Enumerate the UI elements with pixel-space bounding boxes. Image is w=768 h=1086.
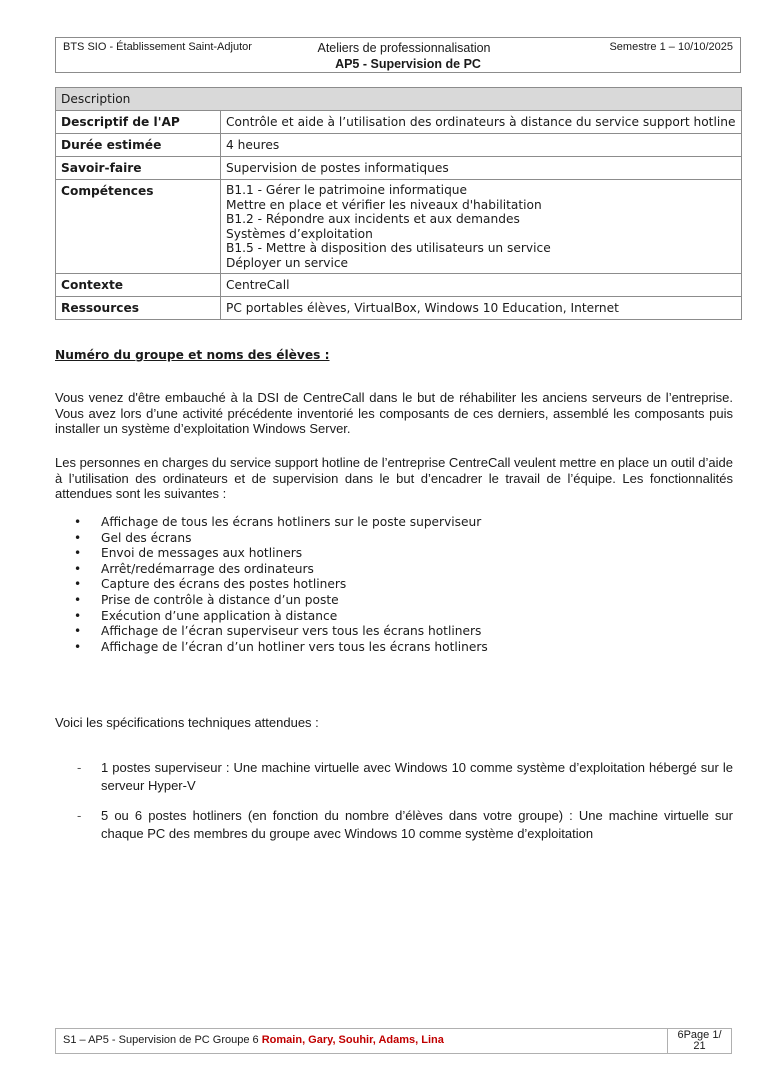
row-value: PC portables élèves, VirtualBox, Windows 10 Education, Internet (221, 297, 742, 320)
spec-item (77, 759, 733, 795)
row-label: Savoir-faire (56, 157, 221, 180)
list-item (74, 609, 488, 625)
bullet-icon: • (74, 561, 82, 576)
competence-line: Systèmes d’exploitation (226, 226, 373, 241)
competence-line: B1.1 - Gérer le patrimoine informatique (226, 183, 468, 197)
school-name: BTS SIO - Établissement Saint-Adjutor (63, 41, 252, 53)
intro-paragraph: Vous venez d'être embauché à la DSI de CentreCall dans le but de réhabiliter les anciens serveurs de l’entreprise. Vous avez lors d’une activité précédente inventorié les composants de ces derniers, assemblé les composants puis installer un système d’exploitation Windows Server. (55, 390, 733, 436)
list-item (74, 515, 488, 531)
row-value: CentreCall (221, 274, 742, 297)
row-value-list (221, 180, 742, 274)
bullet-icon: • (74, 546, 82, 561)
competence-line: Mettre en place et vérifier les niveaux d'habilitation (226, 197, 542, 212)
bullet-icon: • (74, 639, 82, 654)
list-item-text: Prise de contrôle à distance d’un poste (101, 592, 339, 607)
list-item (74, 577, 488, 593)
row-value: Contrôle et aide à l’utilisation des ordinateurs à distance du service support hotline (221, 111, 742, 134)
list-item-text: Arrêt/redémarrage des ordinateurs (101, 561, 314, 576)
list-item (74, 640, 488, 656)
list-item (74, 593, 488, 609)
list-item-text: Affichage de l’écran d’un hotliner vers tous les écrans hotliners (101, 639, 488, 654)
specs-intro: Voici les spécifications techniques attendues : (55, 715, 319, 730)
bullet-icon: • (74, 530, 82, 545)
list-item-text: Envoi de messages aux hotliners (101, 546, 303, 561)
row-label: Durée estimée (56, 134, 221, 157)
list-item (74, 531, 488, 547)
competence-line: Déployer un service (226, 255, 349, 270)
table-row (56, 274, 742, 297)
row-label: Descriptif de l'AP (56, 111, 221, 134)
page-number (668, 1029, 731, 1053)
table-row (56, 180, 742, 274)
student-names: Romain, Gary, Souhir, Adams, Lina (261, 1034, 444, 1046)
spec-item-text: 1 postes superviseur : Une machine virtuelle avec Windows 10 comme système d’exploitation hébergé sur le serveur Hyper-V (101, 760, 733, 793)
page-header (55, 37, 741, 73)
table-row (56, 297, 742, 320)
list-item-text: Capture des écrans des postes hotliners (101, 577, 347, 592)
bullet-icon: • (74, 592, 82, 607)
competence-line: B1.2 - Répondre aux incidents et aux demandes (226, 212, 520, 226)
bullet-icon: • (74, 515, 82, 529)
table-row (56, 111, 742, 134)
group-heading: Numéro du groupe et noms des élèves : (55, 348, 330, 362)
page-number-line2: 21 (693, 1040, 706, 1052)
features-list (74, 515, 488, 655)
description-table (55, 87, 742, 320)
competence-line: B1.5 - Mettre à disposition des utilisateurs un service (226, 241, 551, 255)
footer-left (56, 1029, 668, 1053)
row-value: 4 heures (221, 134, 742, 157)
row-value: Supervision de postes informatiques (221, 157, 742, 180)
footer-text: S1 – AP5 - Supervision de PC Groupe 6 (63, 1034, 262, 1046)
program-name-wrap (56, 41, 740, 55)
list-item-text: Affichage de tous les écrans hotliners sur le poste superviseur (101, 515, 482, 529)
spec-item-text: 5 ou 6 postes hotliners (en fonction du nombre d’élèves dans votre groupe) : Une machine virtuelle sur chaque PC des membres du groupe avec Windows 10 comme système d’exploitation (101, 808, 733, 841)
context-paragraph: Les personnes en charges du service support hotline de l’entreprise CentreCall veulent mettre en place un outil d’aide à l’utilisation des ordinateurs et de supervision dans le but d’encadrer le travail de l’équipe. Les fonctionnalités attendues sont les suivantes : (55, 455, 733, 501)
bullet-icon: • (74, 577, 82, 592)
list-item (74, 624, 488, 640)
list-item-text: Gel des écrans (101, 530, 192, 545)
row-label: Ressources (56, 297, 221, 320)
list-item (74, 546, 488, 562)
table-row (56, 134, 742, 157)
bullet-icon: • (74, 624, 82, 639)
dash-icon: - (77, 760, 82, 775)
list-item (74, 562, 488, 578)
row-label: Compétences (56, 180, 221, 274)
row-label: Contexte (56, 274, 221, 297)
table-heading: Description (56, 88, 742, 111)
spec-item (77, 807, 733, 843)
list-item-text: Exécution d’une application à distance (101, 608, 338, 623)
semester-date: Semestre 1 – 10/10/2025 (609, 41, 733, 53)
dash-icon: - (77, 808, 82, 823)
document-title: AP5 - Supervision de PC (335, 57, 481, 71)
bullet-icon: • (74, 608, 82, 623)
page-number-line1: 6Page 1/ (677, 1029, 722, 1041)
list-item-text: Affichage de l’écran superviseur vers tous les écrans hotliners (101, 624, 482, 639)
program-name: Ateliers de professionnalisation (317, 41, 491, 55)
table-row (56, 157, 742, 180)
page-footer (55, 1028, 732, 1054)
